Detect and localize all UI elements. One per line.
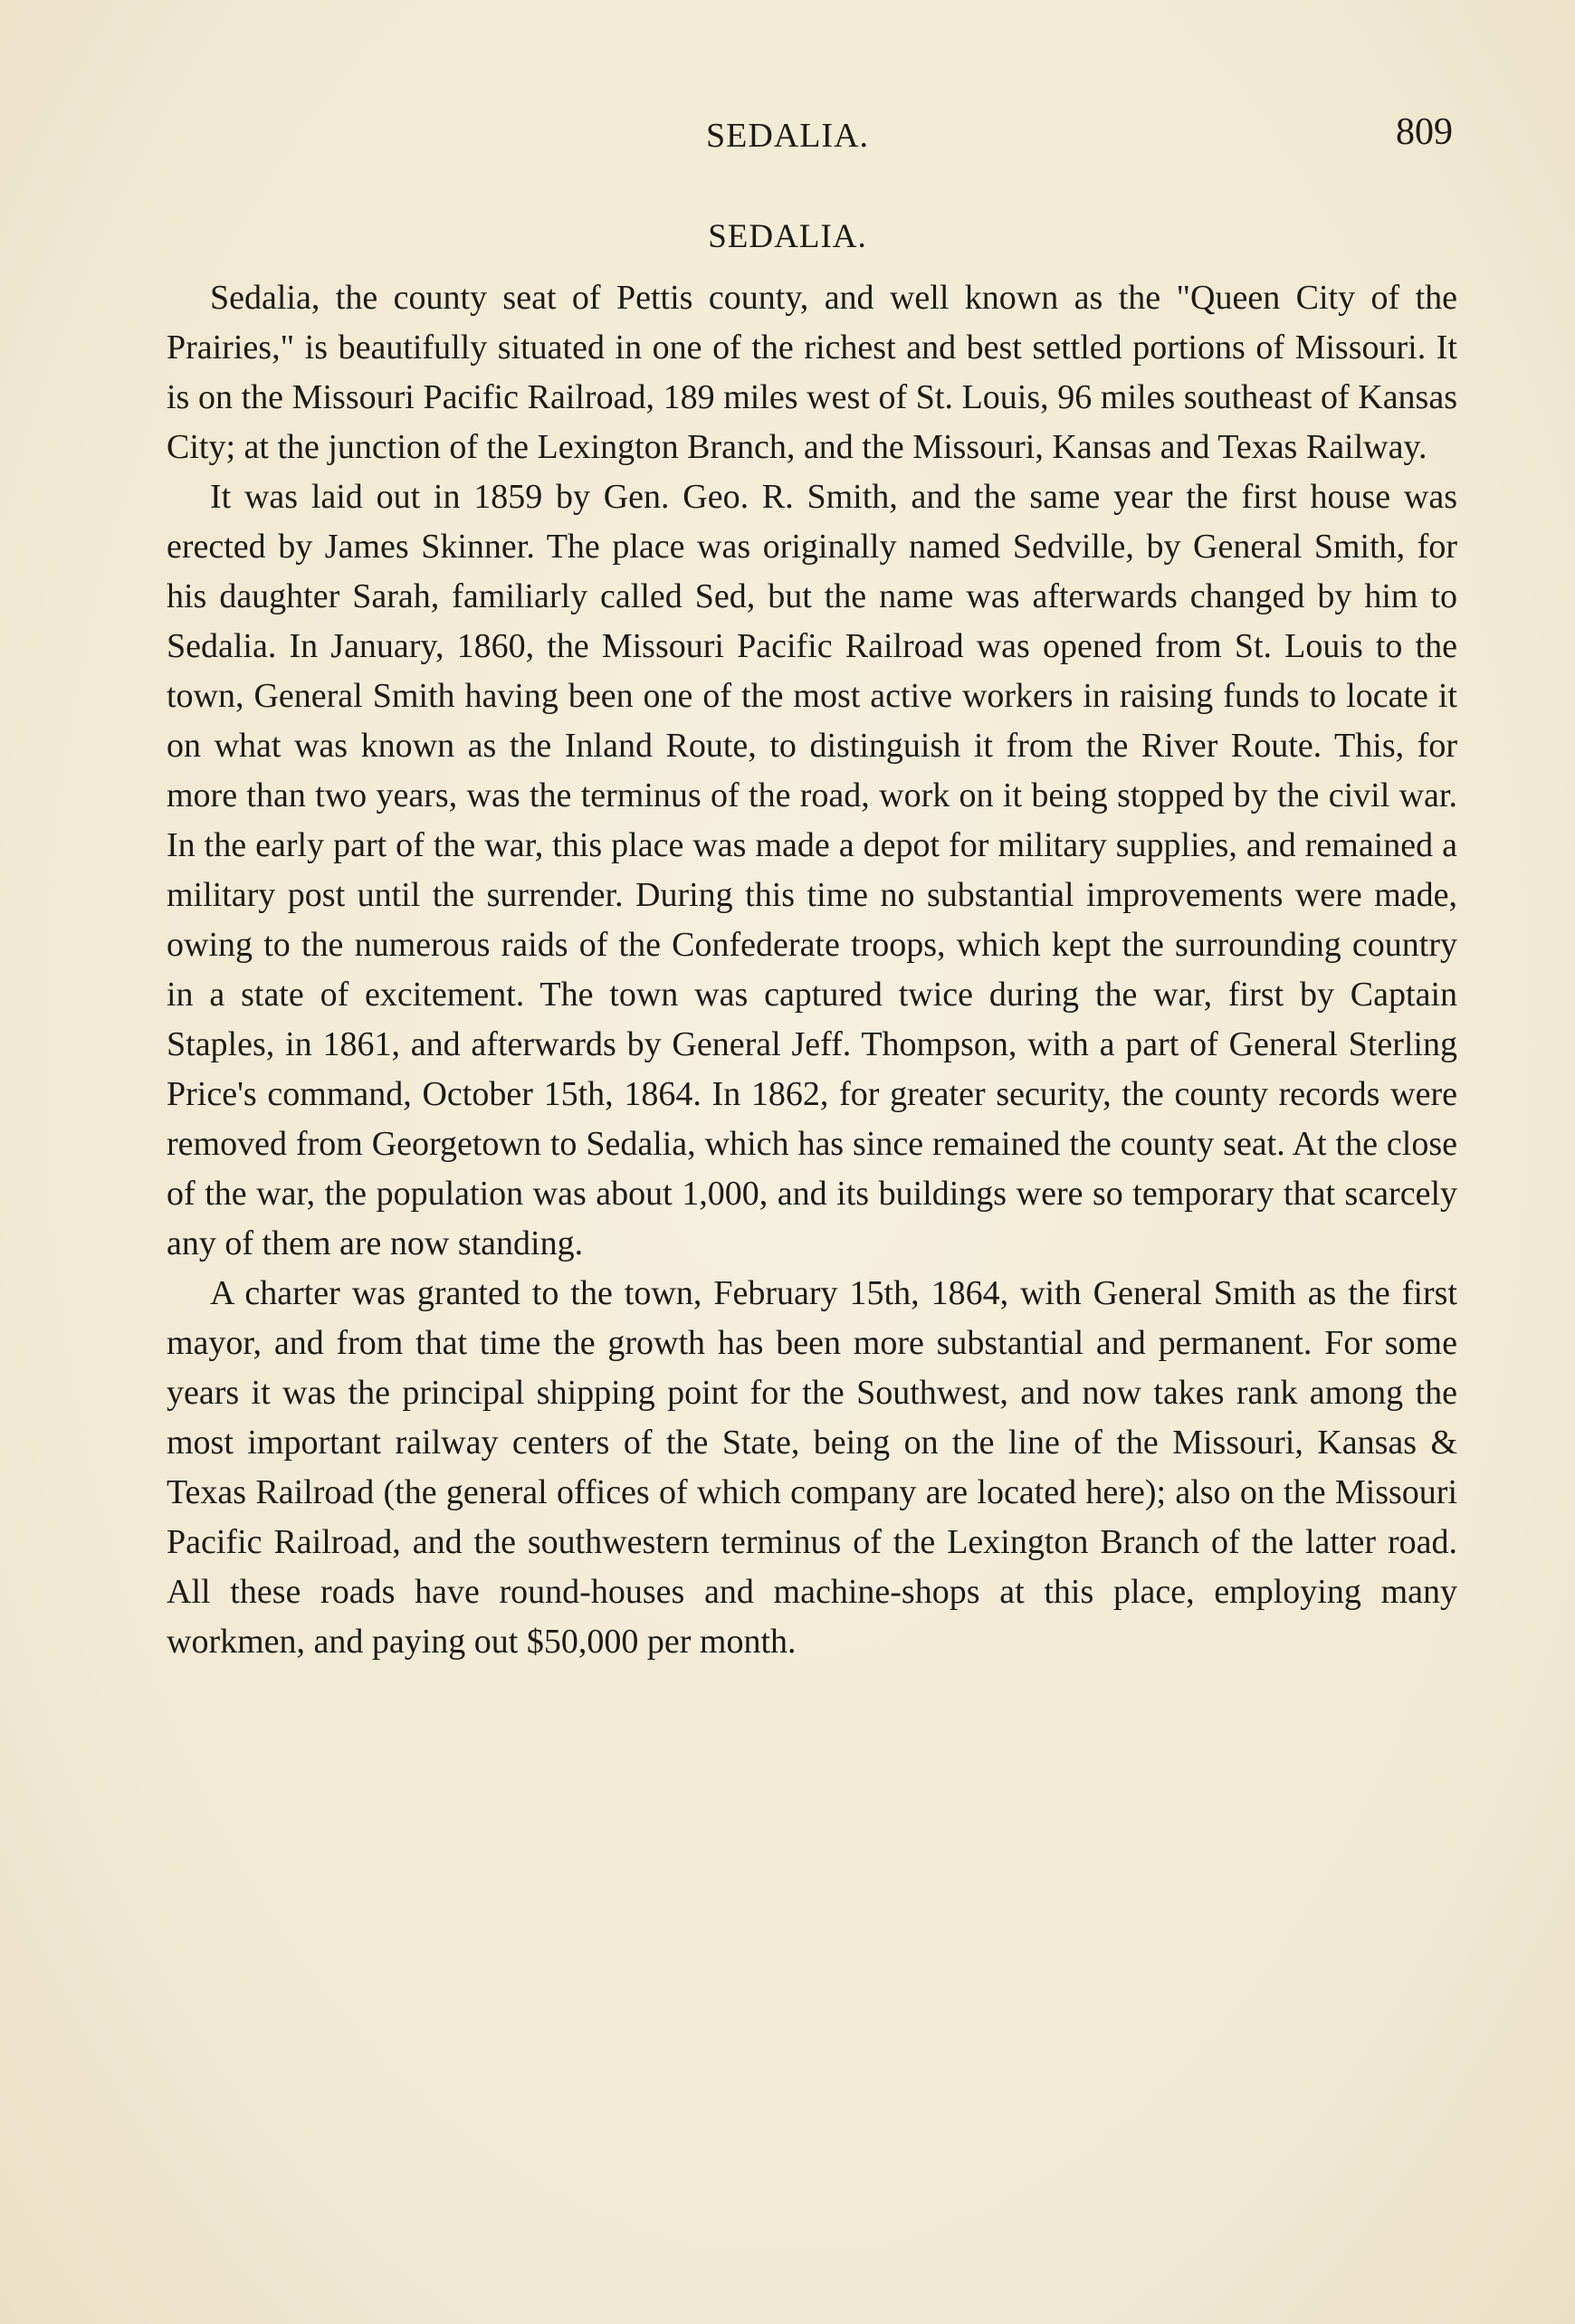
- running-head: SEDALIA.: [705, 117, 870, 155]
- paragraph-1: Sedalia, the county seat of Pettis county, and well known as the "Queen City of the Prairies," is beautifully situated in one of the richest and best settled portions of Missouri. It is on the Missouri Pacific Railroad, 189 miles west of St. Louis, 96 miles southeast of Kansas City; at the junction of the Lexington Branch, and the Missouri, Kansas and Texas Railway.: [167, 279, 1457, 466]
- paragraph-2: It was laid out in 1859 by Gen. Geo. R. Smith, and the same year the first house was erected by James Skinner. The place was originally named Sedville, by General Smith, for his daughter Sarah, familiarly called Sed, but the name was afterwards changed by him to Sedalia. In January, 1860, the Missouri Pacific Railroad was opened from St. Louis to the town, General Smith having been one of the most active workers in raising funds to locate it on what was known as the Inland Route, to distinguish it from the River Route. This, for more than two years, was the terminus of the road, work on it being stopped by the civil war. In the early part of the war, this place was made a depot for military supplies, and remained a military post until the surrender. During this time no substantial improvements were made, owing to the numerous raids of the Confederate troops, which kept the surrounding country in a state of excitement. The town was captured twice during the war, first by Captain Staples, in 1861, and afterwards by General Jeff. Thompson, with a part of General Sterling Price's command, October 15th, 1864. In 1862, for greater security, the county records were removed from Georgetown to Sedalia, which has since remained the county seat. At the close of the war, the population was about 1,000, and its buildings were so temporary that scarcely any of them are now standing.: [167, 478, 1457, 1262]
- section-title: SEDALIA.: [708, 218, 867, 255]
- paragraph-3: A charter was granted to the town, February 15th, 1864, with General Smith as the first mayor, and from that time the growth has been more substantial and permanent. For some years it was the principal shipping point for the Southwest, and now takes rank among the most important railway centers of the State, being on the line of the Missouri, Kansas & Texas Railroad (the general offices of which company are located here); also on the Missouri Pacific Railroad, and the southwestern terminus of the Lexington Branch of the latter road. All these roads have round-houses and machine-shops at this place, employing many workmen, and paying out $50,000 per month.: [167, 1274, 1457, 1661]
- page-number: 809: [1396, 111, 1453, 153]
- body-text: [167, 273, 1457, 1667]
